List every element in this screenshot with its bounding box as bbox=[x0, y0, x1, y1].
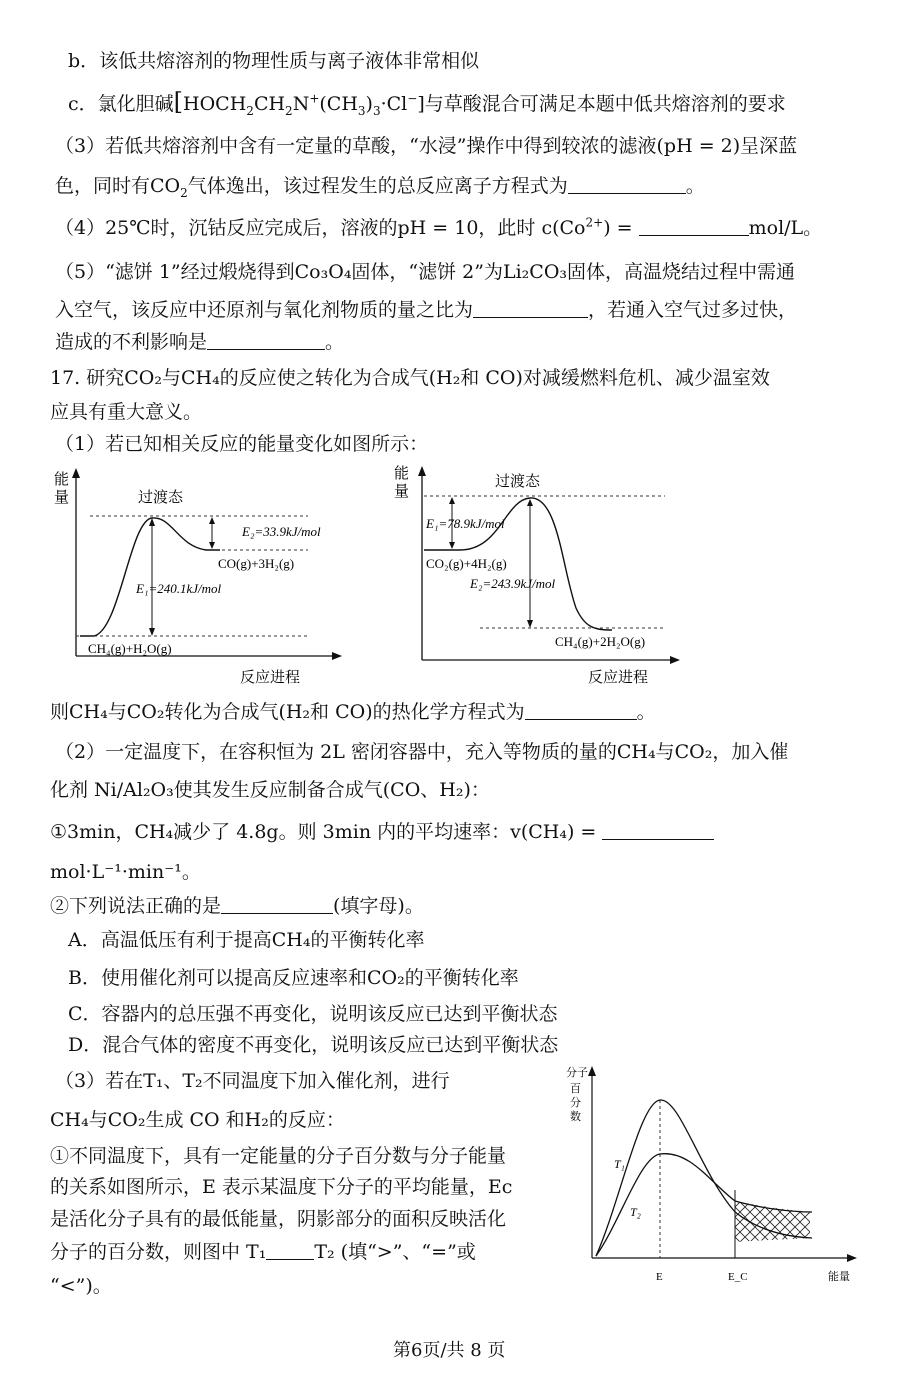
q17-s1-unit: mol·L⁻¹·min⁻¹。 bbox=[50, 861, 201, 883]
q5-text-b: ，若通入空气过多过快， bbox=[588, 299, 798, 321]
fig2-ylabel-1: 能 bbox=[394, 466, 410, 482]
t2-label: T₂ bbox=[630, 1205, 641, 1219]
fig1-product-label: CO(g)+3H₂(g) bbox=[218, 556, 295, 571]
fig3-ylabel-2: 百 bbox=[570, 1083, 581, 1095]
option-b-q17: B．使用催化剂可以提高反应速率和CO₂的平衡转化率 bbox=[68, 967, 519, 989]
option-c: c．氯化胆碱$[HOCH_2CH_2N^+(CH_3)_3\cdot Cl^-]$与草酸混合可满足本题中低共熔溶剂的要求 bbox=[68, 88, 786, 118]
option-c-q17: C．容器内的总压强不再变化，说明该反应已达到平衡状态 bbox=[68, 1003, 558, 1025]
q17-part1: （1）若已知相关反应的能量变化如图所示： bbox=[55, 433, 429, 455]
q3-line2: 色，同时有$CO_2$气体逸出，该过程发生的总反应离子方程式为 。 bbox=[55, 175, 705, 200]
option-b: b．该低共熔溶剂的物理性质与离子液体非常相似 bbox=[68, 50, 480, 72]
q17-part3-line7: “<”)。 bbox=[50, 1275, 112, 1297]
q17-s1-text: ①3min，CH₄减少了 4.8g。则 3min 内的平均速率：v(CH₄) = bbox=[50, 821, 597, 843]
q17-rate-blank[interactable] bbox=[602, 821, 714, 840]
option-c-end: ]与草酸混合可满足本题中低共熔溶剂的要求 bbox=[417, 93, 786, 115]
q17-compare-blank[interactable] bbox=[266, 1241, 314, 1260]
fig1-ylabel-1: 能 bbox=[54, 472, 70, 488]
q17-part3-line4: 的关系如图所示，E 表示某温度下分子的平均能量，Ec bbox=[50, 1176, 513, 1198]
fig3-ylabel-4: 数 bbox=[570, 1111, 581, 1123]
q17-part2-line1: （2）一定温度下，在容积恒为 2L 密闭容器中，充入等物质的量的CH₄与CO₂，加入催 bbox=[55, 741, 789, 763]
q17-eq-line bbox=[50, 698, 656, 726]
fig1-e2-label: E₂=33.9kJ/mol bbox=[242, 524, 321, 539]
fig1-e1-label: E₁=240.1kJ/mol bbox=[136, 581, 222, 596]
q17-eq-end: 。 bbox=[636, 701, 656, 723]
q5-line2 bbox=[55, 296, 797, 324]
q3-end: 。 bbox=[685, 175, 705, 197]
q4-line: （4）25℃时，沉钴反应完成后，溶液的pH = 10，此时 $c(Co^{2+}) = mol/L$。 bbox=[55, 215, 823, 239]
fig3-ylabel-1: 分子 bbox=[566, 1067, 588, 1079]
option-a: A．高温低压有利于提高CH₄的平衡转化率 bbox=[68, 929, 425, 951]
fig1-ylabel-2: 量 bbox=[54, 490, 70, 506]
q3-text-a: 色，同时有CO bbox=[55, 175, 181, 197]
q17-s2-end: (填字母)。 bbox=[333, 895, 424, 917]
t1-label: T₁ bbox=[614, 1157, 625, 1171]
q4-answer-blank[interactable] bbox=[639, 217, 749, 236]
q3-line1: （3）若低共熔溶剂中含有一定量的草酸，“水浸”操作中得到较浓的滤液(pH = 2)呈深蓝 bbox=[55, 135, 798, 157]
q5-effect-blank[interactable] bbox=[207, 331, 325, 350]
q3-text-b: 气体逸出，该过程发生的总反应离子方程式为 bbox=[187, 175, 568, 197]
fig1-peak-label: 过渡态 bbox=[138, 490, 184, 506]
q17-s2-line bbox=[50, 892, 424, 920]
q17-s1-line bbox=[50, 818, 714, 846]
q17-part3-line1: （3）若在T₁、T₂不同温度下加入催化剂，进行 bbox=[55, 1070, 450, 1092]
q5-text-a: 入空气，该反应中还原剂与氧化剂物质的量之比为 bbox=[55, 299, 474, 321]
fig2-ylabel-2: 量 bbox=[394, 484, 410, 500]
option-d-q17: D．混合气体的密度不再变化，说明该反应已达到平衡状态 bbox=[68, 1034, 559, 1056]
q17-eq-text: 则CH₄与CO₂转化为合成气(H₂和 CO)的热化学方程式为 bbox=[50, 701, 525, 723]
q17-part3-line5: 是活化分子具有的最低能量，阴影部分的面积反映活化 bbox=[50, 1208, 507, 1230]
q4-text-b: ) = bbox=[603, 217, 633, 239]
fig2-e2-label: E₂=243.9kJ/mol bbox=[470, 576, 556, 591]
fig2-xlabel: 反应进程 bbox=[588, 670, 649, 686]
page-footer: 第6页/共 8 页 bbox=[393, 1340, 506, 1361]
fig2-product-label: CH₄(g)+2H₂O(g) bbox=[555, 634, 646, 649]
q5-text-c: 造成的不利影响是 bbox=[55, 331, 208, 353]
e-label: E bbox=[656, 1271, 663, 1283]
fig1-reactant-label: CH₄(g)+H₂O(g) bbox=[88, 641, 172, 656]
q3-answer-blank[interactable] bbox=[568, 175, 686, 194]
t2-curve bbox=[596, 1154, 812, 1256]
fig1-curve bbox=[80, 518, 220, 636]
q5-line3 bbox=[55, 328, 344, 356]
ec-label: E_C bbox=[728, 1271, 748, 1283]
q17-s2-text: ②下列说法正确的是 bbox=[50, 895, 222, 917]
q5-ratio-blank[interactable] bbox=[473, 299, 588, 318]
q17-p3-text-b: T₂ (填“>”、“=”或 bbox=[314, 1241, 476, 1263]
fig2-reactant-label: CO₂(g)+4H₂(g) bbox=[426, 556, 507, 571]
q17-part3-line3: ①不同温度下，具有一定能量的分子百分数与分子能量 bbox=[50, 1145, 507, 1167]
option-c-text: c．氯化胆碱 bbox=[68, 93, 174, 115]
q17-eq-blank[interactable] bbox=[525, 701, 637, 720]
q17-part2-line2: 化剂 Ni/Al₂O₃使其发生反应制备合成气(CO、H₂)： bbox=[50, 779, 490, 801]
q4-text-a: （4）25℃时，沉钴反应完成后，溶液的pH = 10，此时 c(Co bbox=[55, 217, 586, 239]
q17-line2: 应具有重大意义。 bbox=[50, 401, 203, 423]
fig1-xlabel: 反应进程 bbox=[240, 670, 301, 686]
energy-diagram-2 bbox=[390, 458, 690, 690]
q4-unit: mol/L。 bbox=[748, 217, 823, 239]
shaded-area bbox=[735, 1201, 810, 1242]
q17-p3-text-a: 分子的百分数，则图中 T₁ bbox=[50, 1241, 267, 1263]
fig3-ylabel-3: 分 bbox=[570, 1097, 581, 1109]
energy-diagram-1 bbox=[50, 460, 350, 690]
fig2-e1-label: E₁=78.9kJ/mol bbox=[426, 516, 505, 531]
q17-part3-line6 bbox=[50, 1238, 476, 1266]
fig3-xlabel: 能量 bbox=[828, 1271, 850, 1283]
q5-end: 。 bbox=[325, 331, 345, 353]
q5-line1: （5）“滤饼 1”经过煅烧得到Co₃O₄固体，“滤饼 2”为Li₂CO₃固体，高温烧结过程中需通 bbox=[55, 261, 796, 283]
distribution-chart bbox=[560, 1062, 890, 1290]
q17-part3-line2: CH₄与CO₂生成 CO 和H₂的反应： bbox=[50, 1109, 345, 1131]
q17-line1: 17. 研究CO₂与CH₄的反应使之转化为合成气(H₂和 CO)对减缓燃料危机、减少温室效 bbox=[50, 367, 770, 389]
fig2-peak-label: 过渡态 bbox=[495, 474, 541, 490]
q17-choice-blank[interactable] bbox=[221, 895, 333, 914]
